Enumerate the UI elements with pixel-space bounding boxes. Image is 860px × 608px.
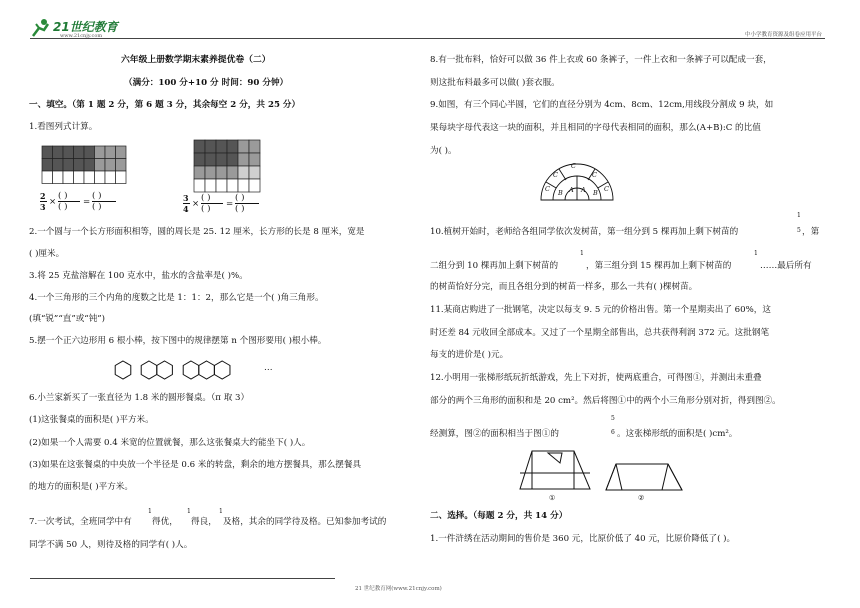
q10-frac1-den: 5 — [797, 227, 801, 234]
q11-line1: 11.某商店购进了一批钢笔，决定以每支 9. 5 元的价格出售。第一个星期卖出了 60%，这 — [430, 305, 771, 315]
q8-line1: 8.有一批布料，恰好可以做 36 件上衣或 60 条裤子，一件上衣和一条裤子可以配成一套， — [430, 55, 772, 65]
grid-cell — [74, 171, 85, 184]
blank-den-2: ( ) — [92, 202, 102, 212]
s2-q1-text: 1.一件浒绣在活动期间的售价是 360 元，比原价低了 40 元，比原价降低了( )。 — [430, 534, 736, 544]
q6-1: (1)这张餐桌的面积是( )平方米。 — [29, 415, 154, 425]
grid-cell — [205, 166, 216, 179]
grid-cell — [238, 166, 249, 179]
q9-line2: 果每块字母代表这一块的面积，并且相同的字母代表相同的面积，那么(A+B):C 的比值 — [430, 123, 761, 133]
grid-cell — [105, 159, 116, 172]
grid-cell — [216, 166, 227, 179]
region-letter: A — [569, 186, 574, 194]
q10-frac1-num: 1 — [797, 212, 801, 219]
q4-line2: (填“锐”“直”或“钝”) — [29, 314, 106, 324]
q7-frac3-num: 1 — [219, 508, 223, 515]
q8-line2: 则这批布料最多可以做( )套衣服。 — [430, 78, 560, 88]
q5-text: 5.摆一个正六边形用 6 根小棒，按下图中的规律摆第 n 个图形要用( )根小棒。 — [29, 336, 327, 346]
q11-line2: 时还差 84 元收回全部成本。又过了一个星期全部售出，总共获得利润 372 元。这批钢笔 — [430, 328, 770, 338]
grid-cell — [63, 171, 74, 184]
region-letter: B — [558, 189, 563, 197]
q5-ellipsis: … — [264, 363, 273, 373]
q1-text: 1.看图列式计算。 — [29, 122, 98, 132]
grid-cell — [205, 140, 216, 153]
q9-semicircle-figure — [537, 158, 617, 204]
equals-sign-2: = — [226, 199, 234, 209]
exam-title: 六年级上册数学期末素养提优卷（二） — [121, 55, 271, 65]
grid-cell — [53, 146, 64, 159]
grid-cell — [42, 159, 53, 172]
grid-cell — [194, 179, 205, 192]
region-letter: A — [581, 186, 586, 194]
grid-cell — [205, 153, 216, 166]
blank-den-1: ( ) — [58, 202, 68, 212]
q10-line1-b: ，第 — [802, 227, 820, 237]
region-letter: C — [604, 185, 609, 193]
q10-line3: 的树苗恰好分完，而且各组分到的树苗一样多，那么一共有( )棵树苗。 — [430, 282, 698, 292]
grid-cell — [42, 146, 53, 159]
q10-line1: 10.植树开始时，老师给各组同学依次发树苗，第一组分到 5 棵再加上剩下树苗的 — [430, 227, 739, 237]
grid-cell — [84, 159, 95, 172]
equals-sign: = — [83, 197, 91, 207]
blank-num-3: ( ) — [201, 193, 211, 203]
blank-num-4: ( ) — [235, 193, 245, 203]
grid-cell — [238, 153, 249, 166]
hexagon-shape — [115, 361, 131, 379]
grid-cell — [249, 166, 260, 179]
blank-den-4: ( ) — [235, 204, 245, 214]
grid-cell — [205, 179, 216, 192]
q12-line1: 12.小明用一张梯形纸玩折纸游戏，先上下对折，使两底重合，可得图①，并测出未重叠 — [430, 373, 762, 383]
grid-cell — [249, 179, 260, 192]
grid-cell — [227, 140, 238, 153]
q10-line2-b: ，第三组分到 15 棵再加上剩下树苗的 — [586, 261, 732, 271]
blank-num-2: ( ) — [92, 191, 102, 201]
region-letter: C — [592, 171, 597, 179]
grid-cell — [84, 171, 95, 184]
q3-text: 3.将 25 克盐溶解在 100 克水中，盐水的含盐率是( )%。 — [29, 271, 248, 281]
grid-cell — [116, 171, 127, 184]
q12-fig2-label: ② — [638, 494, 645, 502]
grid-cell — [249, 153, 260, 166]
grid-cell — [238, 179, 249, 192]
frac1-num: 2 — [40, 191, 46, 201]
grid-cell — [53, 171, 64, 184]
q10-frac3-num: 1 — [754, 250, 758, 257]
q4-line1: 4.一个三角形的三个内角的度数之比是 1：1：2，那么它是一个( )角三角形。 — [29, 293, 324, 303]
footer-rule-left — [30, 578, 335, 579]
q12-frac-den: 6 — [611, 429, 615, 436]
frac2-den: 4 — [183, 204, 189, 214]
q2-line1: 2.一个圆与一个长方形面积相等，圆的周长是 25. 12 厘米，长方形的长是 8 厘米，宽是 — [29, 227, 365, 237]
grid-cell — [227, 153, 238, 166]
q12-line2: 部分的两个三角形的面积和是 20 cm²。然后将图①中的两个小三角形分别对折，得到图②。 — [430, 396, 781, 406]
grid-cell — [194, 166, 205, 179]
q7-frac1-num: 1 — [148, 508, 152, 515]
times-sign: × — [49, 197, 57, 207]
q1-expression-right — [183, 192, 283, 216]
q1-grid-right — [194, 140, 260, 192]
region-letter: C — [571, 162, 576, 170]
grid-cell — [194, 140, 205, 153]
frac1-den: 3 — [40, 202, 46, 212]
exam-subtitle: （满分：100 分+10 分 时间：90 分钟） — [124, 78, 289, 88]
q12-figure-2 — [604, 462, 684, 494]
grid-cell — [53, 159, 64, 172]
hexagon-shape — [199, 361, 215, 379]
q12-fig1-label: ① — [549, 494, 556, 502]
grid-cell — [216, 179, 227, 192]
header-platform-text: 中小学教育资源及组卷应用平台 — [744, 32, 822, 38]
region-letter: B — [593, 189, 598, 197]
hexagon-shape — [214, 361, 230, 379]
hexagon-shape — [183, 361, 199, 379]
region-letter: C — [545, 185, 550, 193]
grid-cell — [95, 171, 106, 184]
q10-line2-c: ……最后所有 — [760, 261, 812, 271]
grid-cell — [74, 159, 85, 172]
q12-figure-1 — [518, 447, 594, 493]
grid-cell — [95, 146, 106, 159]
grid-cell — [105, 146, 116, 159]
grid-cell — [249, 140, 260, 153]
q1-expression-left — [40, 190, 140, 214]
q12-line3-b: 。这张梯形纸的面积是( )cm²。 — [617, 429, 738, 439]
grid-cell — [194, 153, 205, 166]
hexagon-shape — [157, 361, 173, 379]
q1-grid-left — [42, 146, 126, 186]
grid-cell — [227, 179, 238, 192]
grid-cell — [74, 146, 85, 159]
header-rule — [30, 38, 825, 39]
q2-line2: ( )厘米。 — [29, 249, 65, 259]
q9-line1: 9.如图，有三个同心半圆，它们的直径分别为 4cm、8cm、12cm,用线段分割成 9 块，如 — [430, 100, 774, 110]
q6-2: (2)如果一个人需要 0.4 米宽的位置就餐，那么这张餐桌大约能坐下( )人。 — [29, 438, 311, 448]
grid-cell — [95, 159, 106, 172]
q10-frac2-num: 1 — [580, 250, 584, 257]
q12-line3-a: 经测算，图②的面积相当于图①的 — [430, 429, 559, 439]
q7-line1-b: 得优， — [152, 517, 178, 527]
runner-logo-icon — [30, 18, 52, 38]
q12-frac-num: 5 — [611, 415, 615, 422]
times-sign-2: × — [192, 199, 200, 209]
grid-cell — [216, 153, 227, 166]
q7-line1-c: 得良， — [191, 517, 217, 527]
logo-text: 21世纪教育 — [53, 20, 118, 34]
q7-frac2-num: 1 — [187, 508, 191, 515]
grid-cell — [63, 146, 74, 159]
q6-3-line2: 的地方的面积是( )平方米。 — [29, 482, 133, 492]
grid-cell — [116, 146, 127, 159]
q6-3-line1: (3)如果在这张餐桌的中央放一个半径是 0.6 米的转盘，剩余的地方摆餐具，那么摆餐具 — [29, 460, 362, 470]
q7-line2: 同学不满 50 人，则待及格的同学有( )人。 — [29, 540, 193, 550]
grid-cell — [216, 140, 227, 153]
grid-cell — [105, 171, 116, 184]
q7-line1-d: 及格，其余的同学待及格。已知参加考试的 — [223, 517, 387, 527]
blank-num-1: ( ) — [58, 191, 68, 201]
blank-den-3: ( ) — [201, 204, 211, 214]
q9-line3: 为( )。 — [430, 146, 457, 156]
frac2-num: 3 — [183, 193, 189, 203]
q6-text: 6.小兰家新买了一张直径为 1.8 米的圆形餐桌。（π 取 3） — [29, 393, 250, 403]
q11-line3: 每支的进价是( )元。 — [430, 350, 509, 360]
grid-cell — [42, 171, 53, 184]
region-letter: C — [553, 171, 558, 179]
grid-cell — [238, 140, 249, 153]
q7-line1-a: 7.一次考试，全班同学中有 — [29, 517, 132, 527]
section2-heading: 二、选择。（每题 2 分，共 14 分） — [430, 511, 568, 521]
grid-cell — [116, 159, 127, 172]
q10-line2-a: 二组分到 10 棵再加上剩下树苗的 — [430, 261, 559, 271]
grid-cell — [227, 166, 238, 179]
section1-heading: 一、填空。（第 1 题 2 分，第 6 题 3 分，其余每空 2 分，共 25 分） — [29, 100, 301, 110]
footer-text: 21 世纪教育网(www.21cnjy.com) — [355, 586, 442, 592]
grid-cell — [63, 159, 74, 172]
logo-subtext: www.21cnjy.com — [60, 33, 103, 39]
grid-cell — [84, 146, 95, 159]
q5-hexagon-figures — [115, 358, 265, 382]
hexagon-shape — [141, 361, 157, 379]
